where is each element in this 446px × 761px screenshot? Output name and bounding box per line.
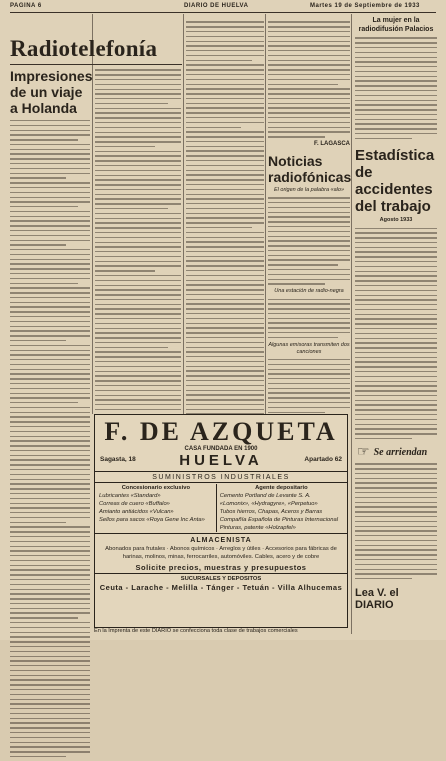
ad-cities: Ceuta - Larache - Melilla - Tánger - Tetuán - Villa Alhucemas <box>99 583 343 592</box>
article-body <box>355 463 437 579</box>
section-title: Radiotelefonía <box>10 36 158 61</box>
article-body <box>268 21 350 137</box>
article-body <box>268 299 350 339</box>
page-number: PAGINA 6 <box>10 3 42 9</box>
ad-solicite: Solicite precios, muestras y presupuestos <box>135 563 307 572</box>
ad-right-column <box>217 484 343 532</box>
stats-subtitle: Agosto 1933 <box>379 217 413 224</box>
article-byline: F. LAGASCA <box>314 140 350 147</box>
article-body <box>268 359 350 413</box>
article-title: Noticias radiofónicas <box>268 152 352 185</box>
ad-item: Tubos hierros, Chapas, Aceros y Barras <box>219 509 323 515</box>
stats-title: Estadística de accidentes del trabajo <box>355 147 435 216</box>
column-divider <box>92 14 93 414</box>
ad-almacenista-text: Abonados para frutales · Abonos químicos · Arreglos y útiles · Accesorios para fábricas de harinas, molinos, minas, ferrocarriles, automóviles. Cables, acero y de cobre <box>105 546 337 560</box>
column-divider <box>351 14 352 634</box>
section-rule <box>10 64 182 65</box>
ad-subtitle: SUMINISTROS INDUSTRIALES <box>152 474 290 481</box>
ad-almacenista: ALMACENISTA <box>190 537 252 544</box>
advertisement-azqueta <box>94 414 348 628</box>
article-body <box>186 21 264 472</box>
hand-pointer-icon: ☞ <box>357 444 370 461</box>
ad-address: Sagasta, 18 <box>100 456 136 463</box>
header-rule <box>10 12 436 13</box>
ad-left-column <box>99 484 217 532</box>
article-subhead: Algunas emisoras transmiten dos canciones <box>268 341 350 355</box>
column-4 <box>268 18 350 416</box>
ad-company-name: F. DE AZQUETA <box>104 417 338 446</box>
column-5 <box>355 16 437 611</box>
article-title: Impresiones de un viaje a Holanda <box>10 68 93 116</box>
imprenta-footer: En la Imprenta de este DIARIO se confecciona toda clase de trabajos comerciales <box>94 628 298 634</box>
column-divider <box>265 14 266 414</box>
article-body <box>355 37 437 139</box>
ad-agente: Agente depositario <box>255 485 308 491</box>
ad-sucursales: SUCURSALES Y DEPOSITOS <box>180 576 262 582</box>
ad-item: Compañía Española de Pinturas Internacional <box>219 517 339 523</box>
page-date: Martes 19 de Septiembre de 1933 <box>310 3 420 9</box>
column-1 <box>10 68 93 761</box>
article-subhead: Una estación de radio-negra <box>274 288 344 295</box>
ad-item: Cemento Portland de Levante S. A. <box>219 493 311 499</box>
ad-item: Pinturas, patente «Holzapfel» <box>219 525 296 531</box>
ad-item: Lubricantes «Standard» <box>99 493 161 499</box>
ad-item: «Lomonix», «Hydragyre», «Perpetuo» <box>219 501 318 507</box>
ad-item: Amianto antiácidos «Vulcan» <box>99 509 174 515</box>
rental-notice <box>357 445 437 459</box>
paper-name: DIARIO DE HUELVA <box>184 3 249 9</box>
box-headline: La mujer en la radiodifusión Palacios <box>358 17 434 33</box>
article-body <box>268 197 350 284</box>
ad-city: HUELVA <box>179 452 263 469</box>
article-body <box>355 228 437 440</box>
column-3-top <box>186 18 264 476</box>
ad-apartado: Apartado 62 <box>304 456 342 463</box>
ad-item: Correas de cuero «Buffalo» <box>99 501 170 507</box>
ad-concesionario: Concesionario exclusivo <box>121 485 191 491</box>
ad-item: Sellos para sacos «Roya Gene Inc Anta» <box>99 517 205 523</box>
rental-label: Se arriendan <box>373 446 428 458</box>
article-body <box>10 120 90 757</box>
article-subhead: El origen de la palabra «alo» <box>273 186 345 193</box>
ad-founded: CASA FUNDADA EN 1900 <box>184 446 258 452</box>
read-the-paper: Lea V. el DIARIO <box>355 587 399 612</box>
column-divider <box>183 14 184 414</box>
